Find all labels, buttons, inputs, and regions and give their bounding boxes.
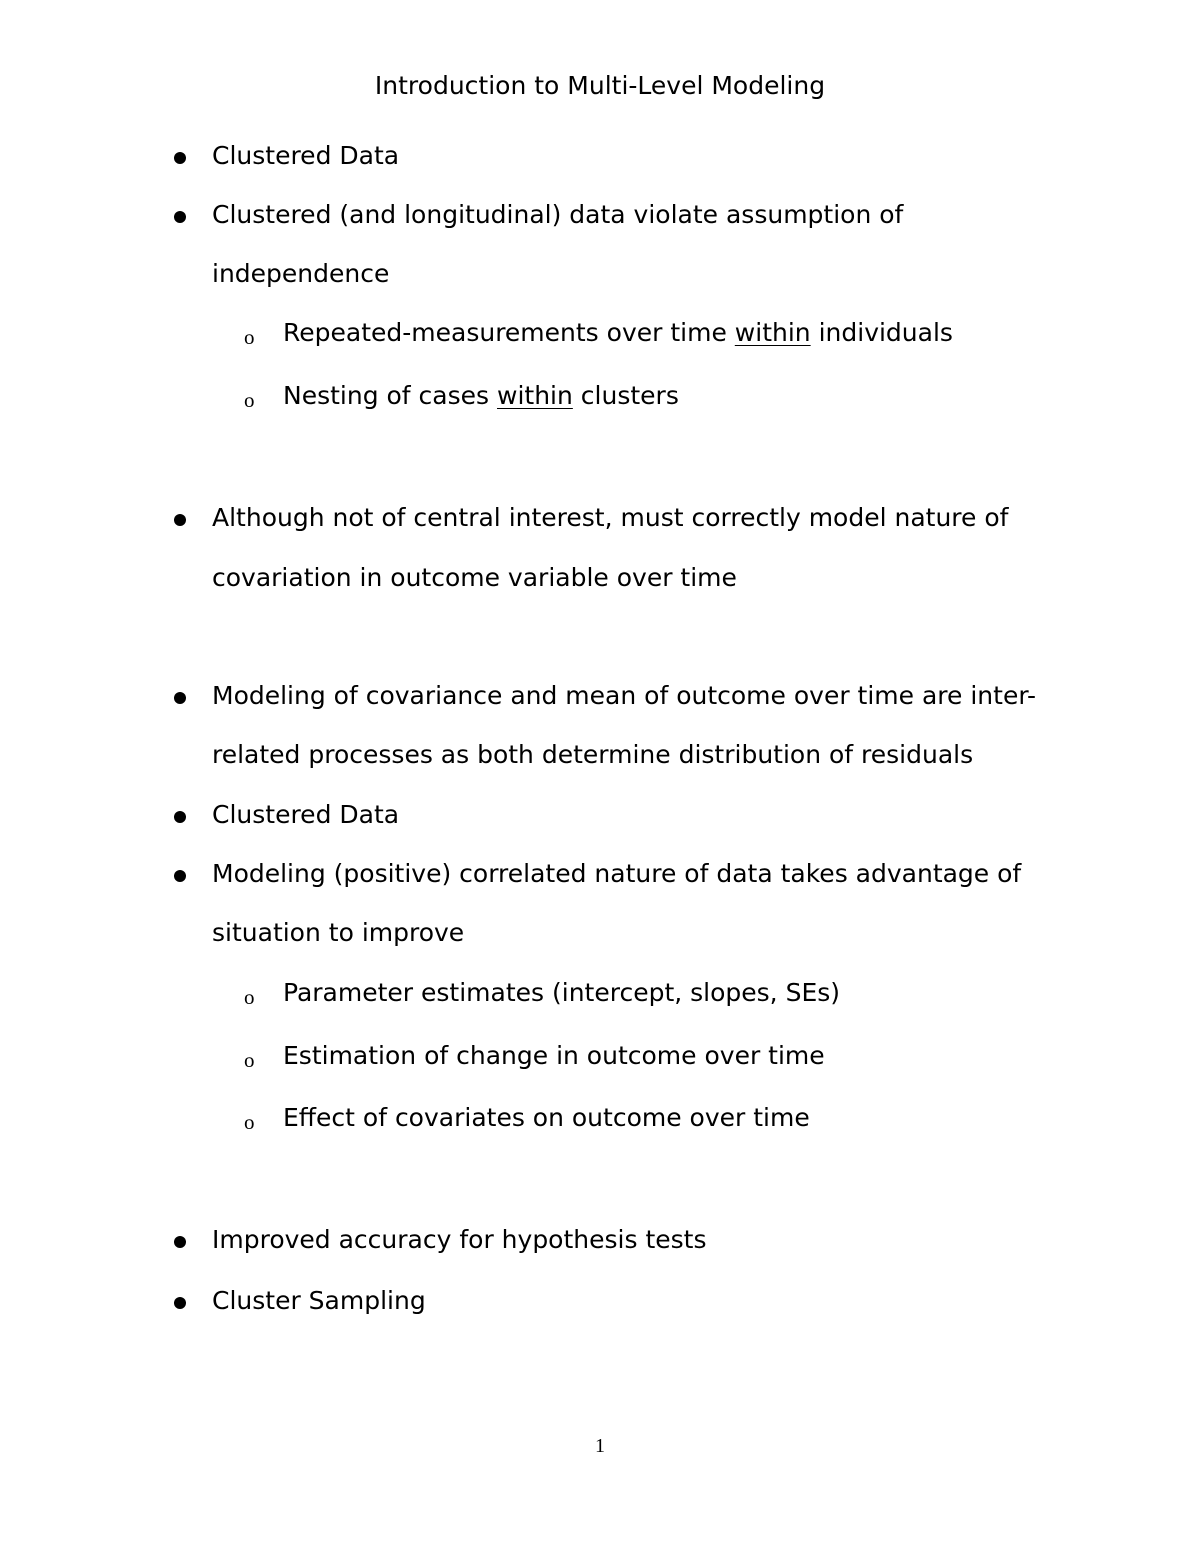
bullet-icon [174,152,186,164]
bullet-item: Modeling of covariance and mean of outcome over time are inter- [212,681,1037,710]
page-number: 1 [595,1435,605,1457]
bullet-item-continuation: situation to improve [212,918,465,947]
bullet-item-continuation: related processes as both determine distribution of residuals [212,740,974,769]
bullet-icon [174,514,186,526]
bullet-item-continuation: covariation in outcome variable over time [212,563,737,592]
sub-bullet-item: Effect of covariates on outcome over time [283,1103,810,1132]
bullet-item: Modeling (positive) correlated nature of data takes advantage of [212,859,1022,888]
bullet-item: Cluster Sampling [212,1286,426,1315]
bullet-icon [174,1236,186,1248]
sub-bullet-icon: o [244,325,255,349]
document-title: Introduction to Multi-Level Modeling [374,71,826,100]
sub-bullet-item: Parameter estimates (intercept, slopes, SEs) [283,978,841,1007]
sub-bullet-text: clusters [572,381,679,410]
underlined-word: within [734,318,811,347]
bullet-icon [174,870,186,882]
sub-bullet-icon: o [244,985,255,1009]
sub-bullet-text: Nesting of cases [283,381,498,410]
underlined-word: within [497,381,573,410]
bullet-item: Improved accuracy for hypothesis tests [212,1225,707,1254]
sub-bullet-icon: o [244,1110,255,1134]
sub-bullet-text: Repeated-measurements over time [283,318,735,347]
sub-bullet-text: individuals [810,318,953,347]
sub-bullet-icon: o [244,388,255,412]
sub-bullet-item: Estimation of change in outcome over time [283,1041,825,1070]
bullet-item-continuation: independence [212,259,390,288]
bullet-icon [174,1297,186,1309]
bullet-item: Although not of central interest, must correctly model nature of [212,503,1009,532]
bullet-item: Clustered (and longitudinal) data violate assumption of [212,200,904,229]
bullet-icon [174,692,186,704]
sub-bullet-item [283,315,953,351]
sub-bullet-icon: o [244,1048,255,1072]
bullet-icon [174,811,186,823]
sub-bullet-item [283,378,679,414]
bullet-icon [174,211,186,223]
bullet-item: Clustered Data [212,800,400,829]
bullet-item: Clustered Data [212,141,400,170]
